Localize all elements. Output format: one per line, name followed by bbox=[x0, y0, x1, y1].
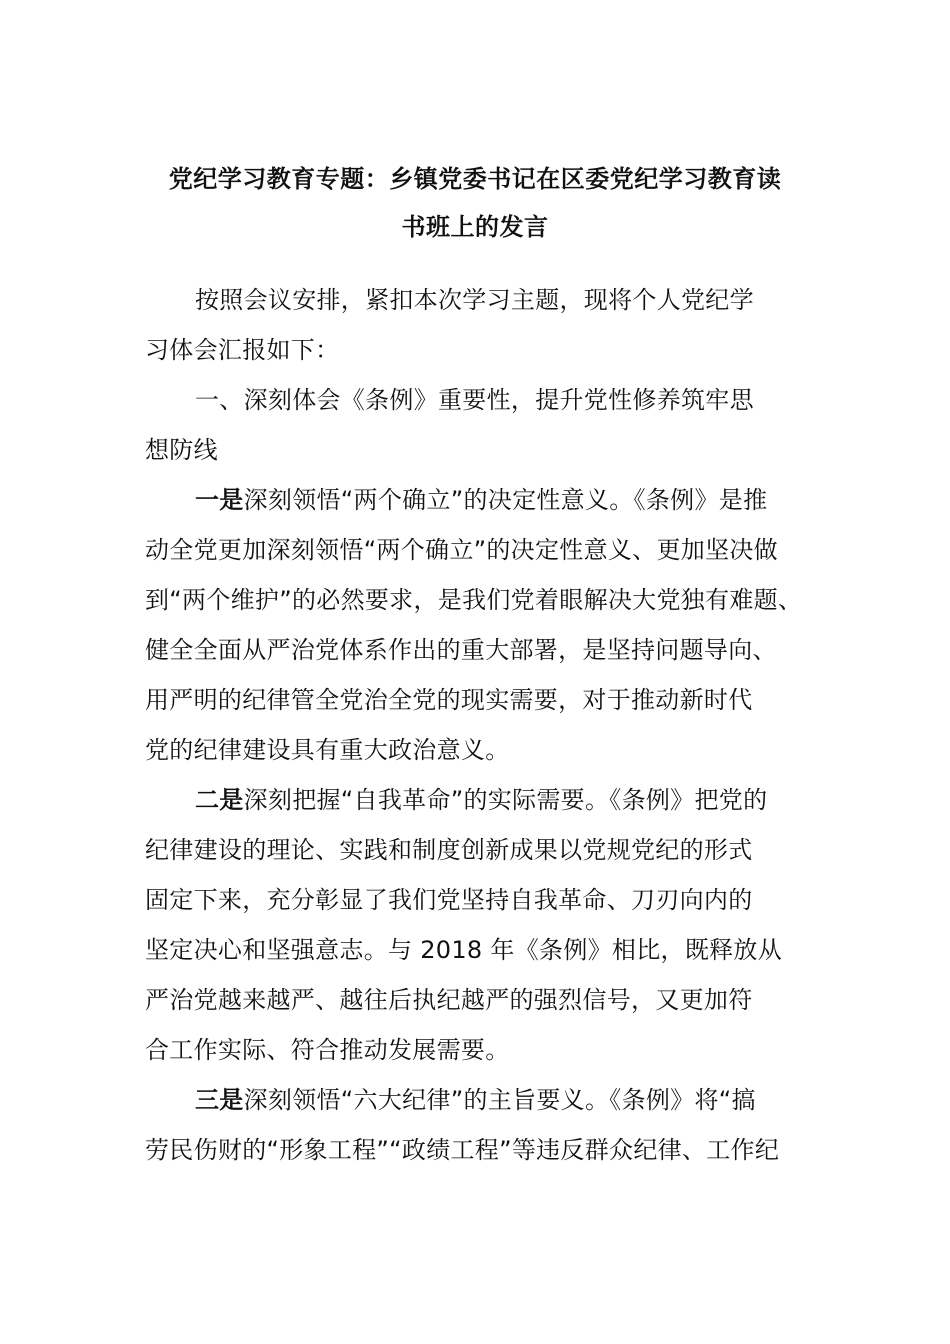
paragraph-line: 到“两个维护”的必然要求，是我们党着眼解决大党独有难题、 bbox=[145, 586, 803, 614]
lead-label: 一是 bbox=[195, 486, 244, 514]
paragraph-line bbox=[145, 775, 825, 825]
document-title bbox=[140, 155, 810, 251]
paragraph-line: 党的纪律建设具有重大政治意义。 bbox=[145, 736, 510, 764]
paragraph-line: 动全党更加深刻领悟“两个确立”的决定性意义、更加坚决做 bbox=[145, 536, 778, 564]
paragraph-text: 深刻领悟“六大纪律”的主旨要义。《条例》将“搞 bbox=[243, 1086, 756, 1114]
paragraph-line bbox=[145, 475, 825, 525]
lead-label: 二是 bbox=[195, 786, 244, 814]
paragraph-text: 深刻领悟“两个确立”的决定性意义。《条例》是推 bbox=[243, 486, 768, 514]
paragraph-line: 合工作实际、符合推动发展需要。 bbox=[145, 1036, 510, 1064]
paragraph-point-1 bbox=[145, 475, 825, 775]
paragraph-intro bbox=[145, 275, 825, 375]
document-body bbox=[145, 275, 825, 1175]
paragraph-line: 严治党越来越严、越往后执纪越严的强烈信号，又更加符 bbox=[145, 986, 753, 1014]
paragraph-line: 一、深刻体会《条例》重要性，提升党性修养筑牢思 bbox=[195, 386, 754, 414]
paragraph-line: 坚定决心和坚强意志。与 2018 年《条例》相比，既释放从 bbox=[145, 936, 783, 964]
paragraph-line: 习体会汇报如下： bbox=[145, 336, 340, 364]
title-line-1: 党纪学习教育专题：乡镇党委书记在区委党纪学习教育读 bbox=[168, 165, 782, 193]
paragraph-line: 用严明的纪律管全党治全党的现实需要，对于推动新时代 bbox=[145, 686, 753, 714]
paragraph-point-3 bbox=[145, 1075, 825, 1175]
title-line-2: 书班上的发言 bbox=[401, 213, 549, 241]
paragraph-line: 按照会议安排，紧扣本次学习主题，现将个人党纪学 bbox=[195, 286, 754, 314]
section-heading bbox=[145, 375, 825, 475]
paragraph-line bbox=[145, 1075, 825, 1125]
paragraph-line: 劳民伤财的“形象工程”“政绩工程”等违反群众纪律、工作纪 bbox=[145, 1136, 780, 1164]
paragraph-line: 固定下来，充分彰显了我们党坚持自我革命、刀刃向内的 bbox=[145, 886, 753, 914]
paragraph-text: 深刻把握“自我革命”的实际需要。《条例》把党的 bbox=[243, 786, 768, 814]
paragraph-point-2 bbox=[145, 775, 825, 1075]
paragraph-line: 健全全面从严治党体系作出的重大部署，是坚持问题导向、 bbox=[145, 636, 777, 664]
lead-label: 三是 bbox=[195, 1086, 244, 1114]
paragraph-line: 纪律建设的理论、实践和制度创新成果以党规党纪的形式 bbox=[145, 836, 753, 864]
paragraph-line: 想防线 bbox=[145, 436, 218, 464]
